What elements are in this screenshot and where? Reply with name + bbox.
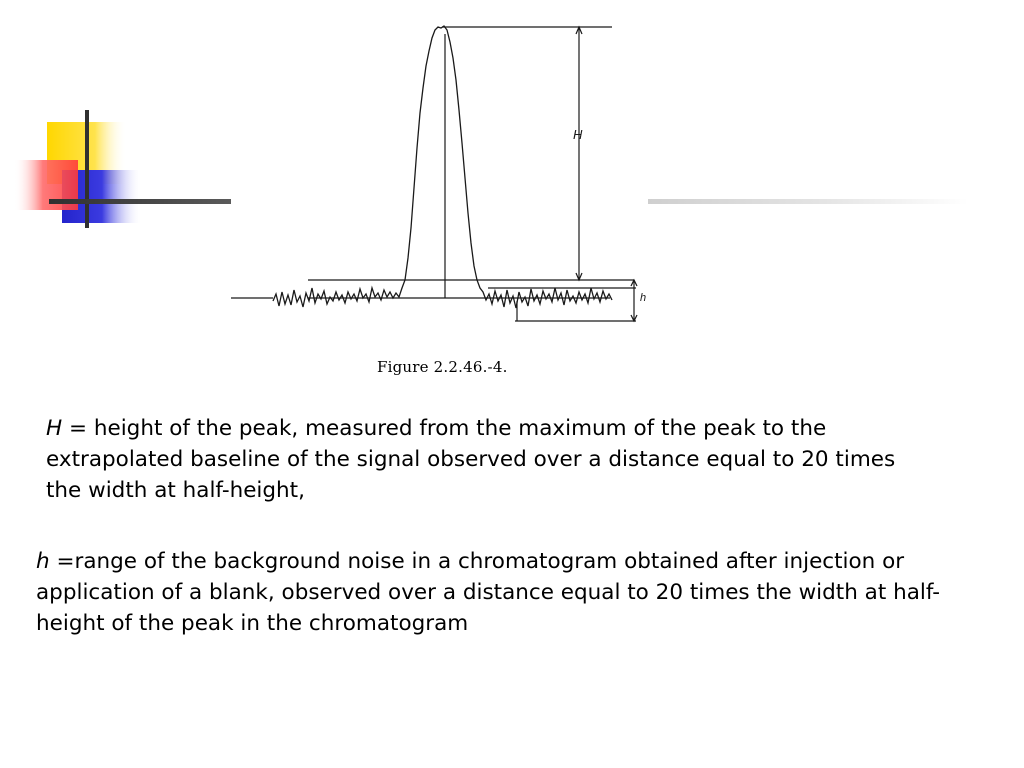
definition-h: [36, 546, 996, 639]
definition-H: [46, 413, 916, 506]
figure-caption: Figure 2.2.46.-4.: [377, 358, 508, 376]
symbol-h: h: [36, 549, 50, 574]
definition-h-text: =range of the background noise in a chromatogram obtained after injection or application of a blank, observed over a distance equal to 20 times the width at half-height of the peak in the chromatogram: [36, 549, 941, 636]
H-label: H: [573, 127, 583, 142]
horizontal-rule-fade: [648, 199, 968, 204]
horizontal-rule: [49, 199, 231, 204]
signal-trace: [273, 26, 612, 308]
h-label: h: [640, 292, 647, 304]
symbol-H: H: [46, 416, 63, 441]
definition-H-text: = height of the peak, measured from the maximum of the peak to the extrapolated baseline of the signal observed over a distance equal to 20 times the width at half-height,: [46, 416, 896, 503]
chromatogram-figure: [228, 18, 668, 388]
vertical-rule: [85, 110, 89, 228]
